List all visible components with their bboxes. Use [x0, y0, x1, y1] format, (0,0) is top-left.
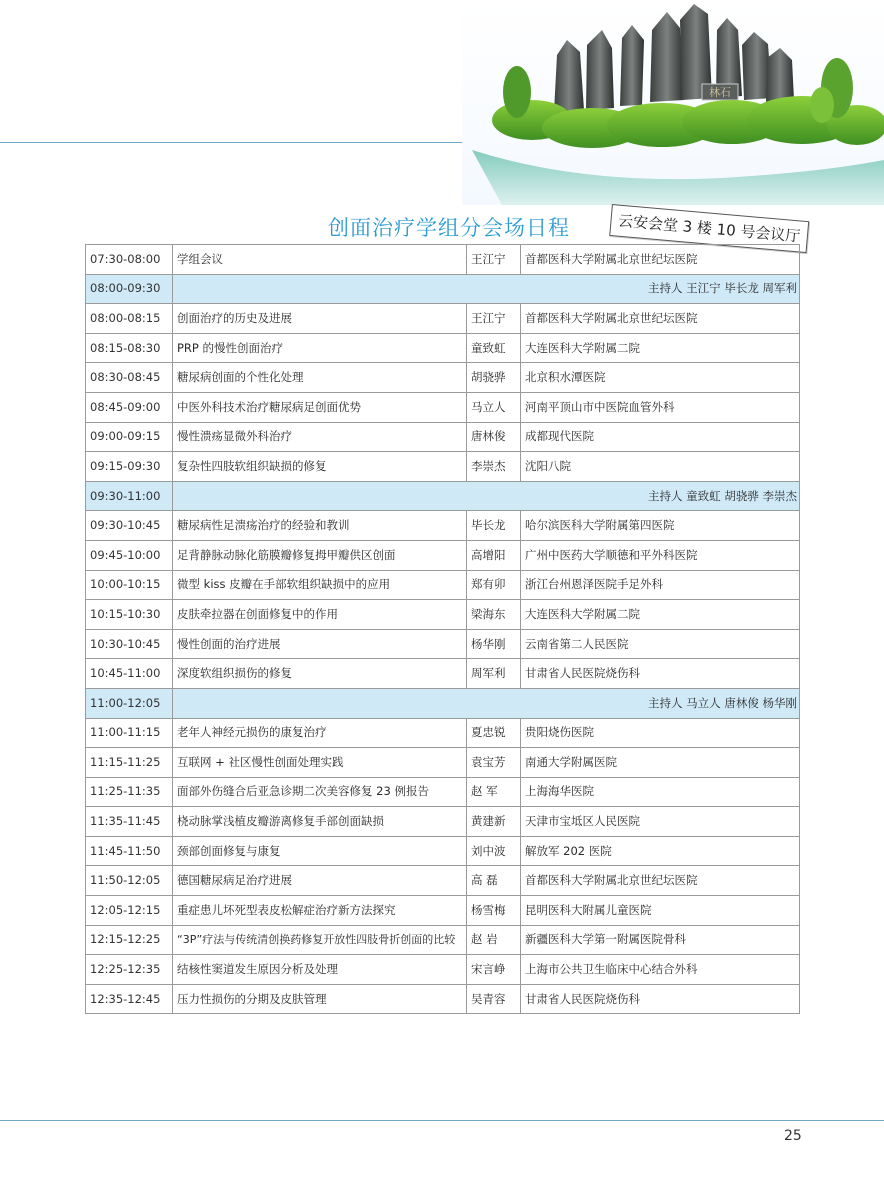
- row-topic: 中医外科技术治疗糖尿病足创面优势: [173, 392, 467, 422]
- row-institution: 首都医科大学附属北京世纪坛医院: [521, 245, 800, 275]
- row-topic: 重症患儿坏死型表皮松解症治疗新方法探究: [173, 896, 467, 926]
- schedule-row: [86, 718, 800, 748]
- row-speaker: 唐林俊: [467, 422, 521, 452]
- row-institution: 北京积水潭医院: [521, 363, 800, 393]
- row-time: 08:15-08:30: [86, 333, 173, 363]
- row-topic: 创面治疗的历史及进展: [173, 304, 467, 334]
- row-speaker: 杨雪梅: [467, 896, 521, 926]
- row-institution: 首都医科大学附属北京世纪坛医院: [521, 866, 800, 896]
- row-institution: 大连医科大学附属二院: [521, 333, 800, 363]
- row-topic: 慢性创面的治疗进展: [173, 629, 467, 659]
- row-speaker: 童致虹: [467, 333, 521, 363]
- row-speaker: 周军利: [467, 659, 521, 689]
- row-institution: 云南省第二人民医院: [521, 629, 800, 659]
- schedule-row: [86, 540, 800, 570]
- schedule-row: [86, 600, 800, 630]
- row-topic: 深度软组织损伤的修复: [173, 659, 467, 689]
- row-time: 11:50-12:05: [86, 866, 173, 896]
- row-time: 07:30-08:00: [86, 245, 173, 275]
- row-topic: 互联网 + 社区慢性创面处理实践: [173, 748, 467, 778]
- schedule-row: [86, 452, 800, 482]
- schedule-row: [86, 925, 800, 955]
- row-speaker: 黄建新: [467, 807, 521, 837]
- schedule-row: [86, 245, 800, 275]
- row-topic: 颈部创面修复与康复: [173, 836, 467, 866]
- session-chairs: 主持人 童致虹 胡骁骅 李崇杰: [173, 481, 800, 511]
- row-time: 09:45-10:00: [86, 540, 173, 570]
- row-speaker: 马立人: [467, 392, 521, 422]
- session-header-row: [86, 481, 800, 511]
- row-institution: 解放军 202 医院: [521, 836, 800, 866]
- row-speaker: 高增阳: [467, 540, 521, 570]
- schedule-row: [86, 984, 800, 1014]
- row-topic: 老年人神经元损伤的康复治疗: [173, 718, 467, 748]
- row-institution: 首都医科大学附属北京世纪坛医院: [521, 304, 800, 334]
- row-institution: 昆明医科大附属儿童医院: [521, 896, 800, 926]
- row-topic: 足背静脉动脉化筋膜瓣修复拇甲瓣供区创面: [173, 540, 467, 570]
- header-rule: [0, 142, 480, 143]
- row-speaker: 宋言峥: [467, 955, 521, 985]
- row-speaker: 赵 军: [467, 777, 521, 807]
- schedule-row: [86, 777, 800, 807]
- row-institution: 天津市宝坻区人民医院: [521, 807, 800, 837]
- row-speaker: 刘中波: [467, 836, 521, 866]
- session-time: 11:00-12:05: [86, 688, 173, 718]
- row-topic: “3P”疗法与传统清创换药修复开放性四肢骨折创面的比较: [173, 925, 467, 955]
- row-institution: 广州中医药大学顺德和平外科医院: [521, 540, 800, 570]
- row-topic: 学组会议: [173, 245, 467, 275]
- row-time: 10:15-10:30: [86, 600, 173, 630]
- schedule-row: [86, 570, 800, 600]
- stone-forest-illustration: [462, 0, 884, 205]
- row-topic: 压力性损伤的分期及皮肤管理: [173, 984, 467, 1014]
- venue-label: 云安会堂 3 楼 10 号会议厅: [609, 204, 809, 253]
- row-institution: 新疆医科大学第一附属医院骨科: [521, 925, 800, 955]
- row-institution: 甘肃省人民医院烧伤科: [521, 984, 800, 1014]
- row-institution: 河南平顶山市中医院血管外科: [521, 392, 800, 422]
- row-speaker: 高 磊: [467, 866, 521, 896]
- schedule-table: [85, 244, 800, 1014]
- row-institution: 浙江台州恩泽医院手足外科: [521, 570, 800, 600]
- session-chairs: 主持人 马立人 唐林俊 杨华刚: [173, 688, 800, 718]
- row-topic: 复杂性四肢软组织缺损的修复: [173, 452, 467, 482]
- row-speaker: 郑有卯: [467, 570, 521, 600]
- row-speaker: 夏忠锐: [467, 718, 521, 748]
- schedule-row: [86, 955, 800, 985]
- row-speaker: 袁宝芳: [467, 748, 521, 778]
- row-institution: 沈阳八院: [521, 452, 800, 482]
- row-time: 11:45-11:50: [86, 836, 173, 866]
- schedule-row: [86, 866, 800, 896]
- session-time: 08:00-09:30: [86, 274, 173, 304]
- row-institution: 上海市公共卫生临床中心结合外科: [521, 955, 800, 985]
- row-time: 11:25-11:35: [86, 777, 173, 807]
- row-institution: 哈尔滨医科大学附属第四医院: [521, 511, 800, 541]
- row-speaker: 李崇杰: [467, 452, 521, 482]
- row-institution: 大连医科大学附属二院: [521, 600, 800, 630]
- row-time: 09:15-09:30: [86, 452, 173, 482]
- row-time: 09:00-09:15: [86, 422, 173, 452]
- row-institution: 成都现代医院: [521, 422, 800, 452]
- row-time: 12:05-12:15: [86, 896, 173, 926]
- row-institution: 南通大学附属医院: [521, 748, 800, 778]
- row-time: 11:15-11:25: [86, 748, 173, 778]
- row-speaker: 王江宁: [467, 245, 521, 275]
- session-header-row: [86, 688, 800, 718]
- schedule-row: [86, 659, 800, 689]
- schedule-row: [86, 896, 800, 926]
- schedule-row: [86, 807, 800, 837]
- schedule-row: [86, 392, 800, 422]
- row-topic: 微型 kiss 皮瓣在手部软组织缺损中的应用: [173, 570, 467, 600]
- row-topic: 面部外伤缝合后亚急诊期二次美容修复 23 例报告: [173, 777, 467, 807]
- schedule-row: [86, 363, 800, 393]
- row-time: 10:30-10:45: [86, 629, 173, 659]
- row-speaker: 吴青容: [467, 984, 521, 1014]
- schedule-row: [86, 629, 800, 659]
- row-speaker: 胡骁骅: [467, 363, 521, 393]
- row-speaker: 赵 岩: [467, 925, 521, 955]
- footer-rule: [0, 1120, 884, 1121]
- row-topic: 皮肤牵拉器在创面修复中的作用: [173, 600, 467, 630]
- row-time: 08:30-08:45: [86, 363, 173, 393]
- schedule-row: [86, 511, 800, 541]
- schedule-row: [86, 333, 800, 363]
- row-time: 08:00-08:15: [86, 304, 173, 334]
- row-time: 11:35-11:45: [86, 807, 173, 837]
- row-topic: 结核性窦道发生原因分析及处理: [173, 955, 467, 985]
- schedule-row: [86, 304, 800, 334]
- row-institution: 甘肃省人民医院烧伤科: [521, 659, 800, 689]
- row-topic: 慢性溃疡显微外科治疗: [173, 422, 467, 452]
- row-time: 11:00-11:15: [86, 718, 173, 748]
- row-speaker: 毕长龙: [467, 511, 521, 541]
- row-time: 10:00-10:15: [86, 570, 173, 600]
- schedule-row: [86, 836, 800, 866]
- row-speaker: 王江宁: [467, 304, 521, 334]
- row-topic: 德国糖尿病足治疗进展: [173, 866, 467, 896]
- row-topic: 糖尿病性足溃疡治疗的经验和教训: [173, 511, 467, 541]
- row-time: 12:15-12:25: [86, 925, 173, 955]
- row-time: 09:30-10:45: [86, 511, 173, 541]
- row-speaker: 杨华刚: [467, 629, 521, 659]
- row-topic: 糖尿病创面的个性化处理: [173, 363, 467, 393]
- row-institution: 上海海华医院: [521, 777, 800, 807]
- row-time: 12:25-12:35: [86, 955, 173, 985]
- svg-text:林石: 林石: [709, 86, 731, 99]
- page-number: 25: [784, 1128, 802, 1144]
- row-topic: PRP 的慢性创面治疗: [173, 333, 467, 363]
- session-time: 09:30-11:00: [86, 481, 173, 511]
- session-header-row: [86, 274, 800, 304]
- row-topic: 桡动脉掌浅植皮瓣游离修复手部创面缺损: [173, 807, 467, 837]
- row-time: 08:45-09:00: [86, 392, 173, 422]
- row-time: 12:35-12:45: [86, 984, 173, 1014]
- row-time: 10:45-11:00: [86, 659, 173, 689]
- row-institution: 贵阳烧伤医院: [521, 718, 800, 748]
- page-title: 创面治疗学组分会场日程: [328, 216, 570, 240]
- session-chairs: 主持人 王江宁 毕长龙 周军利: [173, 274, 800, 304]
- schedule-row: [86, 748, 800, 778]
- schedule-row: [86, 422, 800, 452]
- row-speaker: 梁海东: [467, 600, 521, 630]
